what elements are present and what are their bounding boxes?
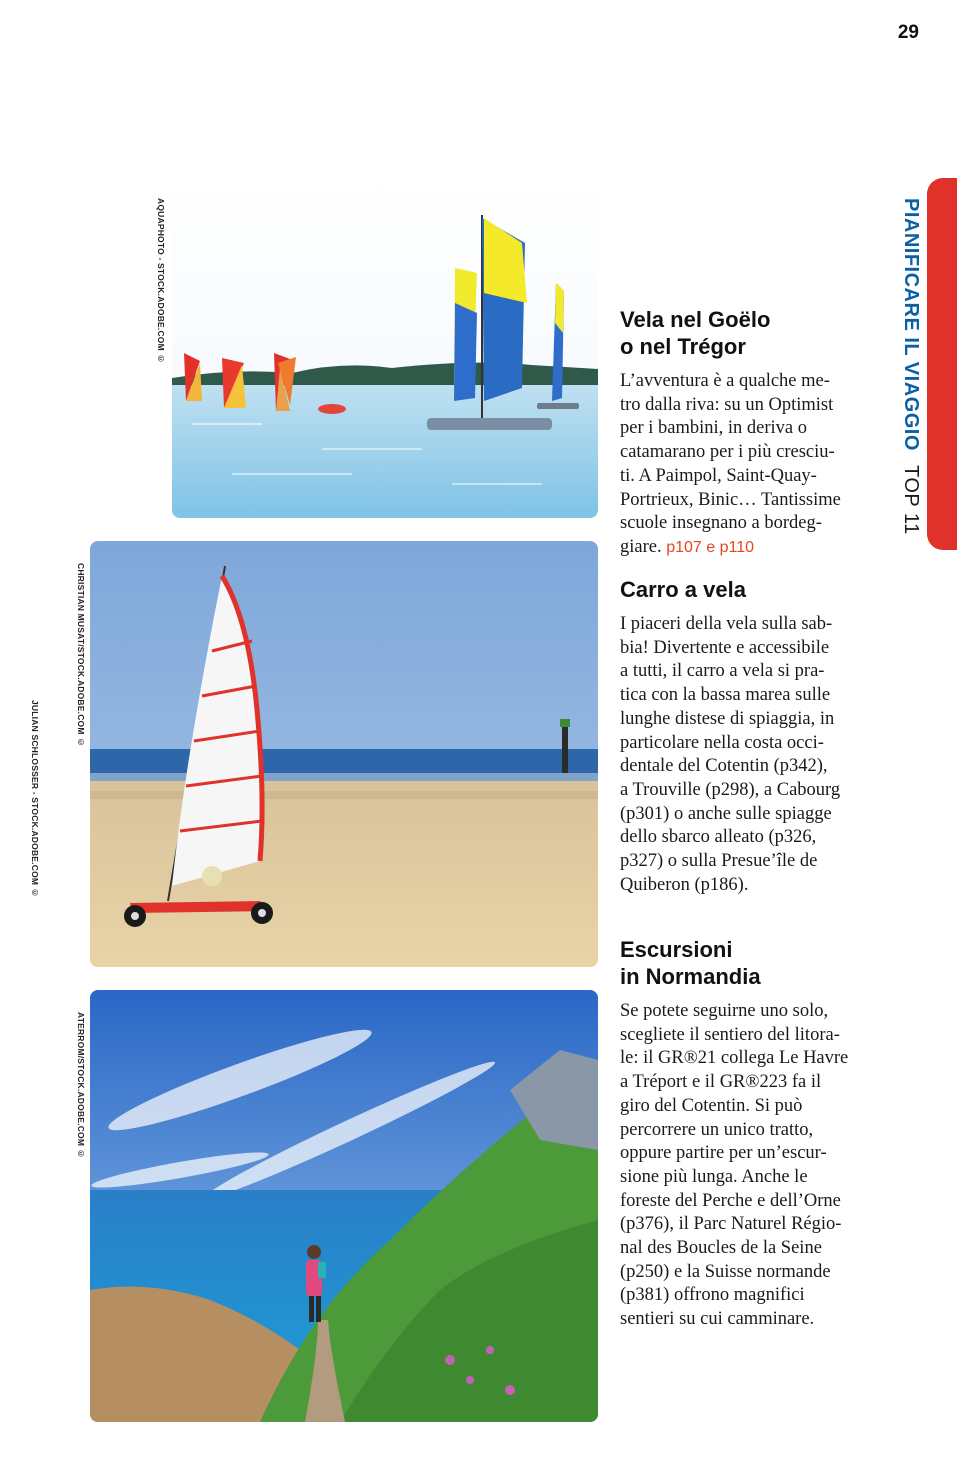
body-line: catamarano per i più cresciu- [620,442,835,463]
body-line: Portrieux, Binic… Tantissime [620,489,841,510]
body-line: lunghe distese di spiaggia, in [620,708,835,729]
section-vela [620,306,878,560]
body-line: L’avventura è a qualche me- [620,371,830,391]
section-vela-heading [620,306,878,360]
section-vela-body [620,370,878,560]
body-line: particolare nella costa occi- [620,732,824,753]
section-carro-body [620,613,878,897]
body-line: a tutti, il carro a vela si pra- [620,661,825,682]
body-line: per i bambini, in deriva o [620,418,808,439]
body-line: foreste del Perche e dell’Orne [620,1190,841,1211]
body-line: (p301) o anche sulle spiagge [620,803,832,824]
section-carro-heading [620,576,878,603]
body-line: ti. A Paimpol, Saint-Quay- [620,465,817,486]
body-line: tica con la bassa marea sulle [620,685,831,706]
body-line: dentale del Cotentin (p342), [620,756,828,777]
section-escursioni-title-line1: Escursioni [620,937,733,962]
body-line: Quiberon (p186). [620,874,749,895]
body-line: a Trouville (p298), a Cabourg [620,779,841,800]
body-line: percorrere un unico tratto, [620,1119,814,1140]
section-escursioni-body [620,1000,878,1332]
photo-credit-2-side: JULIAN SCHLOSSER - STOCK.ADOBE.COM © [30,700,40,898]
photo-sailing [172,173,598,518]
section-vela-title-line2: o nel Trégor [620,334,746,359]
chapter-title-sub: TOP 11 [900,464,922,535]
page-reference-link[interactable]: p107 e p110 [666,538,755,556]
photo-coastal-path [90,990,598,1422]
body-line: (p381) offrono magnifici [620,1285,805,1306]
body-line: scegliete il sentiero del litora- [620,1024,840,1045]
body-line: p327) o sulla Presue’île de [620,851,818,872]
body-line: giro del Cotentin. Si può [620,1095,803,1116]
body-line: sione più lunga. Anche le [620,1166,808,1187]
photo-credit-3: ATERROM/STOCK.ADOBE.COM © [76,1012,86,1159]
section-escursioni-title-line2: in Normandia [620,964,761,989]
body-line: giare. [620,536,662,557]
chapter-title-main: PIANIFICARE IL VIAGGIO [900,198,922,451]
body-line: dello sbarco alleato (p326, [620,827,817,848]
section-escursioni [620,936,878,1332]
body-line: scuole insegnano a bordeg- [620,513,822,534]
body-line: tro dalla riva: su un Optimist [620,394,834,415]
body-line: oppure partire per un’escur- [620,1143,827,1164]
body-line: le: il GR®21 collega Le Havre [620,1048,849,1069]
body-line: a Tréport e il GR®223 fa il [620,1072,822,1093]
section-carro-title: Carro a vela [620,577,746,602]
body-line: bia! Divertente e accessibile [620,637,830,658]
chapter-tab [927,178,957,550]
body-line: Se potete seguirne uno solo, [620,1001,829,1021]
section-escursioni-heading [620,936,878,990]
body-line: (p250) e la Suisse normande [620,1261,831,1282]
photo-credit-2: CHRISTIAN MUSAT/STOCK.ADOBE.COM © [76,563,86,748]
photo-land-yacht [90,541,598,967]
body-line: sentieri su cui camminare. [620,1309,815,1330]
photo-credit-1: AQUAPHOTO - STOCK.ADOBE.COM © [156,198,166,364]
section-vela-title-line1: Vela nel Goëlo [620,307,771,332]
body-line: I piaceri della vela sulla sab- [620,614,833,634]
body-line: (p376), il Parc Naturel Régio- [620,1214,842,1235]
body-line: nal des Boucles de la Seine [620,1238,822,1259]
section-carro [620,576,878,897]
chapter-title [892,198,922,538]
page-number: 29 [897,22,919,43]
